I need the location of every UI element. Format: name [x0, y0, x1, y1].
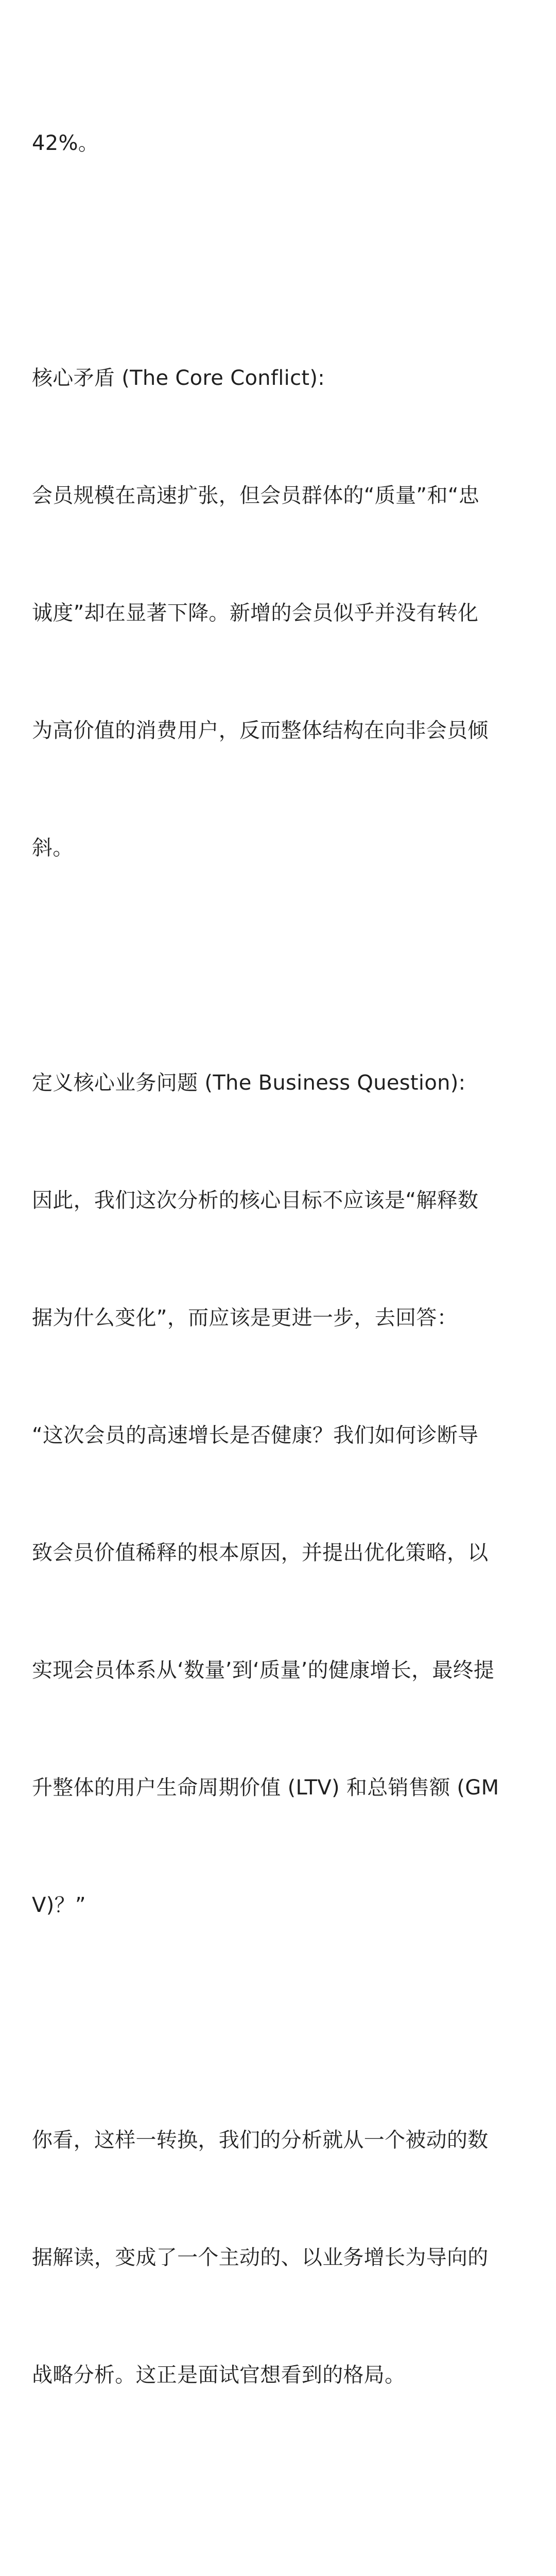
text-line: 会员规模在高速扩张，但会员群体的“质量”和“忠 — [32, 484, 480, 507]
paragraph-intro-tail — [32, 45, 528, 241]
text-line: V)？” — [32, 1893, 86, 1917]
paragraph-core-conflict — [32, 280, 528, 946]
text-line: 据解读，变成了一个主动的、以业务增长为导向的 — [32, 2246, 489, 2269]
text-line: 42%。 — [32, 131, 99, 155]
text-line: 战略分析。这正是面试官想看到的格局。 — [32, 2363, 406, 2387]
text-line: 因此，我们这次分析的核心目标不应该是“解释数 — [32, 1189, 479, 1212]
text-line: 致会员价值稀释的根本原因，并提出优化策略，以 — [32, 1541, 489, 1565]
text-line: 实现会员体系从‘数量’到‘质量’的健康增长，最终提 — [32, 1658, 495, 1682]
paragraph-reframe — [32, 2042, 528, 2473]
text-line: 你看，这样一转换，我们的分析就从一个被动的数 — [32, 2128, 489, 2152]
paragraph-assumption — [32, 2512, 528, 2576]
text-line: 为高价值的消费用户，反而整体结构在向非会员倾 — [32, 719, 489, 742]
text-line: 斜。 — [32, 836, 74, 860]
section-heading-business-question: 定义核心业务问题 (The Business Question): — [32, 1071, 466, 1095]
text-line: 据为什么变化”，而应该是更进一步，去回答： — [32, 1306, 458, 1330]
paragraph-business-question — [32, 985, 528, 2003]
text-line: “这次会员的高速增长是否健康？我们如何诊断导 — [32, 1423, 479, 1447]
text-line: 升整体的用户生命周期价值 (LTV) 和总销售额 (GM — [32, 1776, 499, 1800]
text-line: 诚度”却在显著下降。新增的会员似乎并没有转化 — [32, 601, 479, 625]
section-heading-core-conflict: 核心矛盾 (The Core Conflict): — [32, 366, 325, 390]
